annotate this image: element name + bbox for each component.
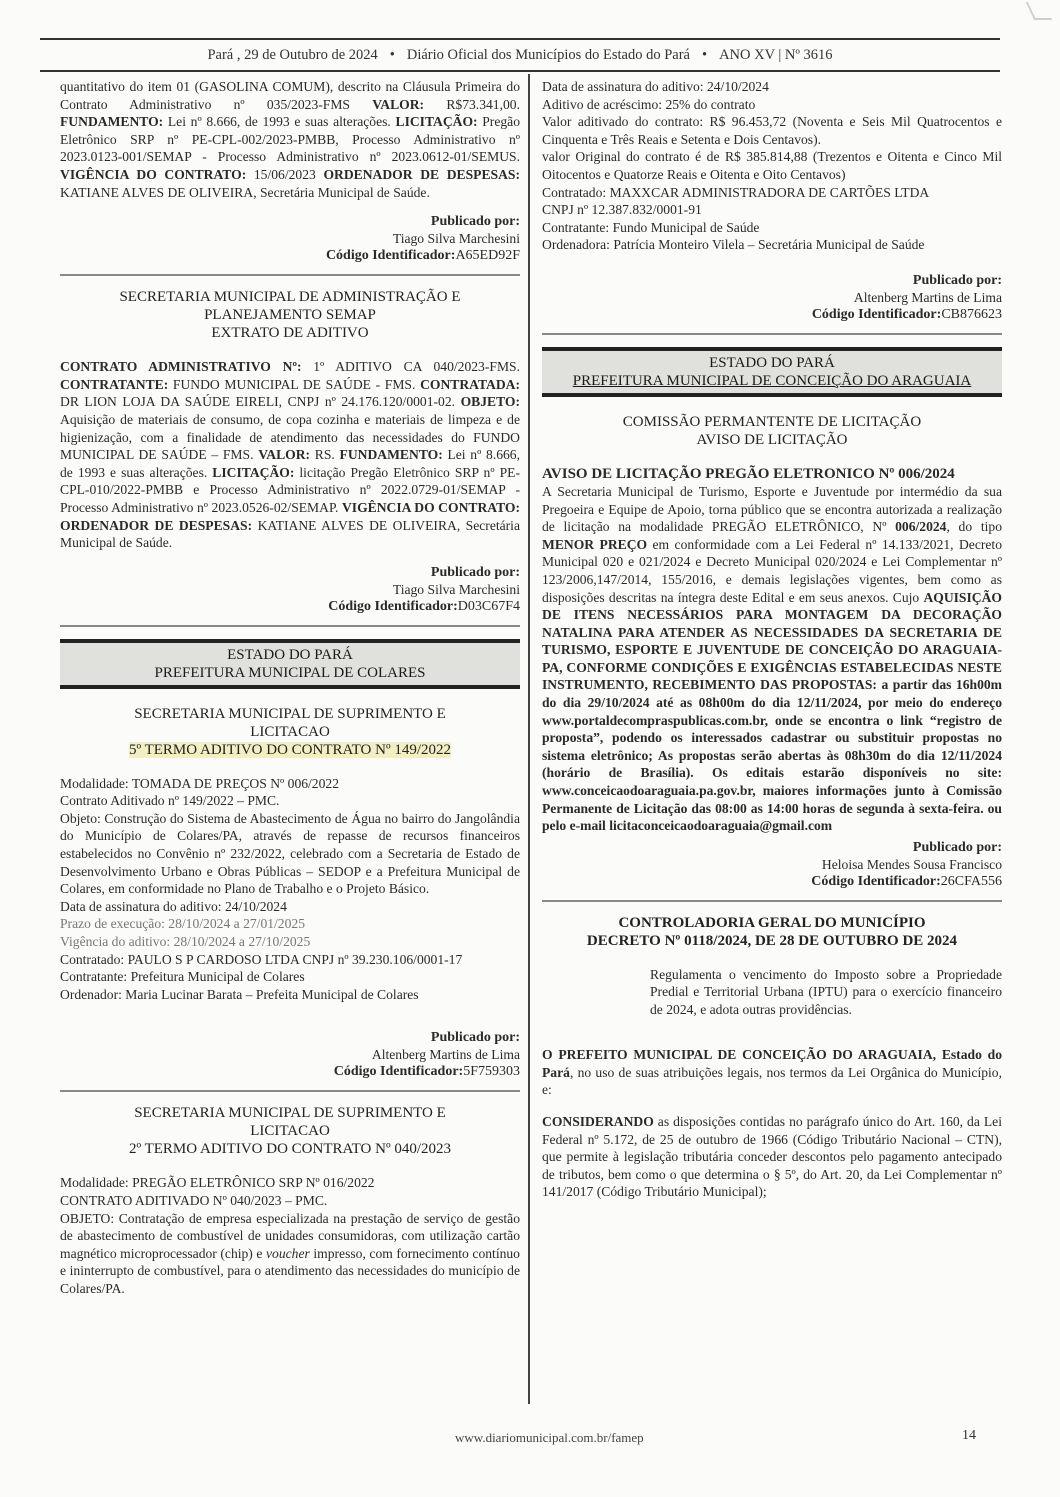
section-divider [542, 333, 1002, 335]
section-title: COMISSÃO PERMANTENTE DE LICITAÇÃO AVISO DE LICITAÇÃO [622, 413, 922, 448]
fifth-amendment-notice [60, 705, 520, 1081]
column-divider [528, 74, 530, 1404]
bullet-separator: • [701, 46, 708, 63]
vigencia-line: Vigência do aditivo: 28/10/2024 a 27/10/2025 [60, 934, 311, 950]
publisher-signature: Publicado por: Altenberg Martins de Lima Código Identificador:5F759303 [60, 1029, 520, 1080]
section-divider [542, 900, 1002, 902]
continued-amendment-notice: Data de assinatura do aditivo: 24/10/2024 Aditivo de acréscimo: 25% do contrato Valor aditivado do contrato: R$ 96.453,72 (Noventa e Seis Mil Quatrocentos e Cinquenta e Três Reais e Setenta e Dois Centavos). valor Original do contrato é de R$ 385.814,88 (Trezentos e Oitenta e Cinco Mil Oitocentos e Quatorze Reais e Oitenta e Oito Centavos) Contratado: MAXXCAR ADMINISTRADORA DE CARTÕES LTDA CNPJ nº 12.387.832/0001-91 Contratante: Fundo Municipal de Saúde Ordenadora: Patrícia Monteiro Vilela – Secretária Municipal de Saúde Publicado por: Altenberg Martins de Lima Código Identificador:CB876623 [542, 79, 1002, 322]
right-column [542, 78, 1002, 1201]
header-journal: Diário Oficial dos Municípios do Estado do Pará [406, 46, 690, 63]
prazo-line: Prazo de execução: 28/10/2024 a 27/01/2025 [60, 916, 305, 932]
modalidade-line: Modalidade: TOMADA DE PREÇOS Nº 006/2022 [60, 775, 339, 791]
section-divider [60, 1090, 520, 1092]
section-title: SECRETARIA MUNICIPAL DE SUPRIMENTO E LICITACAO 5º TERMO ADITIVO DO CONTRATO Nº 149/2022 [128, 705, 452, 758]
identifier-code: Código Identificador:A65ED92F [325, 248, 520, 264]
identifier-code: Código Identificador:CB876623 [811, 306, 1002, 322]
left-column [60, 78, 520, 1298]
ordenador-line: Ordenador: Maria Lucinar Barata – Prefeita Municipal de Colares [60, 986, 419, 1002]
publisher-signature: Publicado por: Tiago Silva Marchesini Código Identificador:D03C67F4 [60, 564, 520, 615]
scan-artifact [1026, 2, 1052, 20]
objeto-text: Objeto: Construção do Sistema de Abastecimento de Água no bairro do Jangolândia do Município de Colares/PA, através de repasse de recursos financeiros estabelecidos no Convênio nº 232/2022, celebrado com a Secretaria de Estado de Desenvolvimento Urbano e Obras Públicas – SEDOP e a Prefeitura Municipal de Colares, em conformidade no Plano de Trabalho e o Projeto Básico. [60, 810, 520, 897]
semap-extract [60, 288, 520, 615]
decree-notice [542, 914, 1002, 1201]
decree-summary: Regulamenta o vencimento do Imposto sobre a Propriedade Predial e Territorial Urbana (IPTU) para o exercício financeiro de 2024, e adota outras providências. [650, 966, 1002, 1017]
araguaia-banner: ESTADO DO PARÁ PREFEITURA MUNICIPAL DE CONCEIÇÃO DO ARAGUAIA [542, 347, 1002, 397]
publisher-signature: Publicado por: Altenberg Martins de Lima Código Identificador:CB876623 [542, 272, 1002, 323]
contratado-line: Contratado: MAXXCAR ADMINISTRADORA DE CARTÕES LTDA [542, 184, 930, 200]
section-title: SECRETARIA MUNICIPAL DE SUPRIMENTO E LICITACAO 2º TERMO ADITIVO DO CONTRATO Nº 040/2023 [128, 1105, 452, 1158]
section-divider [60, 274, 520, 276]
data-line: Data de assinatura do aditivo: 24/10/2024 [60, 898, 287, 914]
contrato-line: Contrato Aditivado nº 149/2022 – PMC. [60, 793, 280, 809]
notice-text: A Secretaria Municipal de Turismo, Esporte e Juventude por intermédio da sua Pregoeira e Equipe de Apoio, torna público que se encontra autorizada a realização de licitação na modalidade PREGÃO ELETRÔNICO, Nº 006/2024, do tipo MENOR PREÇO em conformidade com a Lei Federal nº 14.133/2021, Decreto Municipal 020 e 021/2024 e Decreto Municipal 020/2024 e Lei Complementar nº 123/2006,147/2014, 155/2016, e demais legislações vigentes, bem como as disposições descritas na íntegra deste Edital e em seus anexos. Cujo AQUISIÇÃO DE ITENS NECESSÁRIOS PARA MONTAGEM DA DECORAÇÃO NATALINA PARA ATENDER AS NECESSIDADES DA SECRETARIA DE TURISMO, ESPORTE E JUVENTUDE DE CONCEIÇÃO DO ARAGUAIA-PA, CONFORME CONDIÇÕES E EXIGÊNCIAS ESTABELECIDAS NESTE INSTRUMENTO, RECEBIMENTO DAS PROPOSTAS: a partir das 16h00m do dia 29/10/2024 até as 08h00m do dia 12/11/2024, por meio do endereço www.portaldecompraspublicas.com.br, onde se encontra o link “registro de proposta”, podendo os interessados cadastrar ou substituir propostas no sistema eletrônico; As propostas serão abertas às 08h30m do dia 12/11/2024 (horário de Brasília). Os editais estarão disponíveis no site: www.conceicaodoaraguaia.pa.gov.br, maiores informações junto à Comissão Permanente de Licitação das 08:00 as 14:00 horas de segunda à sexta-feira. ou pelo e-mail licitaconceicaodoaraguaia@gmail.com [542, 483, 1002, 834]
page-header [40, 38, 1000, 72]
modalidade-line: Modalidade: PREGÃO ELETRÔNICO SRP Nº 016/2022 [60, 1175, 375, 1191]
contratado-line: Contratado: PAULO S P CARDOSO LTDA CNPJ nº 39.230.106/0001-17 [60, 951, 463, 967]
footer-url: www.diariomunicipal.com.br/famep [455, 1430, 644, 1445]
continued-contract-text: quantitativo do item 01 (GASOLINA COMUM), descrito na Cláusula Primeira do Contrato Administrativo nº 035/2023-FMS VALOR: R$73.341,00. FUNDAMENTO: Lei nº 8.666, de 1993 e suas alterações. LICITAÇÃO: Pregão Eletrônico SRP nº PE-CPL-002/2023-PMBB, Processo Administrativo nº 2023.0123-001/SEMAP - Processo Administrativo nº 2023.0612-01/SEMUS. VIGÊNCIA DO CONTRATO: 15/06/2023 ORDENADOR DE DESPESAS: KATIANE ALVES DE OLIVEIRA, Secretária Municipal de Saúde. [60, 79, 521, 200]
page-number: 14 [962, 1428, 976, 1443]
decree-preamble: O PREFEITO MUNICIPAL DE CONCEIÇÃO DO ARAGUAIA, Estado do Pará, no uso de suas atribuições legais, nos termos da Lei Orgânica do Município, e: [542, 1047, 1002, 1098]
header-date: Pará , 29 de Outubro de 2024 [207, 46, 378, 63]
continued-contract-notice [60, 78, 520, 264]
publisher-name: Tiago Silva Marchesini [392, 581, 520, 597]
publisher-name: Tiago Silva Marchesini [392, 231, 520, 247]
second-amendment-notice [60, 1104, 520, 1297]
section-title: SECRETARIA MUNICIPAL DE ADMINISTRAÇÃO E PLANEJAMENTO SEMAP EXTRATO DE ADITIVO [119, 289, 461, 342]
publisher-signature: Publicado por: Heloisa Mendes Sousa Francisco Código Identificador:26CFA556 [542, 839, 1002, 890]
valor-aditivado: Valor aditivado do contrato: R$ 96.453,72 (Noventa e Seis Mil Quatrocentos e Cinquenta e Três Reais e Setenta e Dois Centavos). [542, 114, 1002, 147]
identifier-code: Código Identificador:26CFA556 [811, 873, 1002, 889]
colares-banner: ESTADO DO PARÁ PREFEITURA MUNICIPAL DE COLARES [60, 639, 520, 689]
objeto-text: OBJETO: Contratação de empresa especializada na prestação de serviço de gestão de abastecimento de combustível de unidades consumidoras, com utilização cartão magnético microprocessador (chip) e voucher impresso, com fornecimento contínuo e ininterrupto de combustível, para o atendimento das necessidades do município de Colares/PA. [60, 1210, 520, 1296]
valor-original: valor Original do contrato é de R$ 385.814,88 (Trezentos e Oitenta e Cinco Mil Oitocentos e Quatorze Reais e Oitenta e Oito Centavos) [542, 149, 1002, 182]
identifier-code: Código Identificador:D03C67F4 [328, 598, 520, 614]
section-divider [60, 625, 520, 627]
notice-heading: AVISO DE LICITAÇÃO PREGÃO ELETRONICO Nº 006/2024 [542, 465, 955, 482]
publisher-name: Heloisa Mendes Sousa Francisco [821, 856, 1002, 872]
identifier-code: Código Identificador:5F759303 [333, 1064, 520, 1080]
bidding-notice [542, 413, 1002, 890]
publisher-name: Altenberg Martins de Lima [371, 1047, 520, 1063]
section-title: CONTROLADORIA GERAL DO MUNICÍPIO DECRETO Nº 0118/2024, DE 28 DE OUTUBRO DE 2024 [586, 914, 958, 949]
decree-considerando: CONSIDERANDO as disposições contidas no parágrafo único do Art. 160, da Lei Federal nº 5.172, de 25 de outubro de 1966 (Código Tributário Nacional – CTN), que permite à legislação tributária conceder descontos pelo pagamento antecipado de tributos, bem como o que determina o § 5º, do Art. 20, da Lei Complementar nº 141/2017 (Código Tributário Municipal); [542, 1113, 1002, 1200]
header-edition: ANO XV | Nº 3616 [719, 46, 833, 63]
publisher-signature: Publicado por: Tiago Silva Marchesini Código Identificador:A65ED92F [60, 213, 520, 264]
publisher-name: Altenberg Martins de Lima [853, 289, 1002, 305]
contrato-line: CONTRATO ADITIVADO Nº 040/2023 – PMC. [60, 1193, 328, 1208]
semap-text: CONTRATO ADMINISTRATIVO Nº: 1º ADITIVO CA 040/2023-FMS. CONTRATANTE: FUNDO MUNICIPAL DE SAÚDE - FMS. CONTRATADA: DR LION LOJA DA SAÚDE EIRELI, CNPJ nº 24.176.120/0001-02. OBJETO: Aquisição de materiais de consumo, de copa cozinha e materiais de limpeza e de higienização, com a finalidade de atendimento das necessidades do FUNDO MUNICIPAL DE SAÚDE – FMS. VALOR: RS. FUNDAMENTO: Lei nº 8.666, de 1993 e suas alterações. LICITAÇÃO: licitação Pregão Eletrônico SRP nº PE-CPL-010/2022-PMBB e Processo Administrativo nº 2022.0729-01/SEMAP - Processo Administrativo nº 2023.0526-02/SEMAP. VIGÊNCIA DO CONTRATO: ORDENADOR DE DESPESAS: KATIANE ALVES DE OLIVEIRA, Secretária Municipal de Saúde. [60, 359, 521, 551]
contratante-line: Contratante: Prefeitura Municipal de Colares [60, 969, 305, 985]
bullet-separator: • [389, 46, 395, 63]
